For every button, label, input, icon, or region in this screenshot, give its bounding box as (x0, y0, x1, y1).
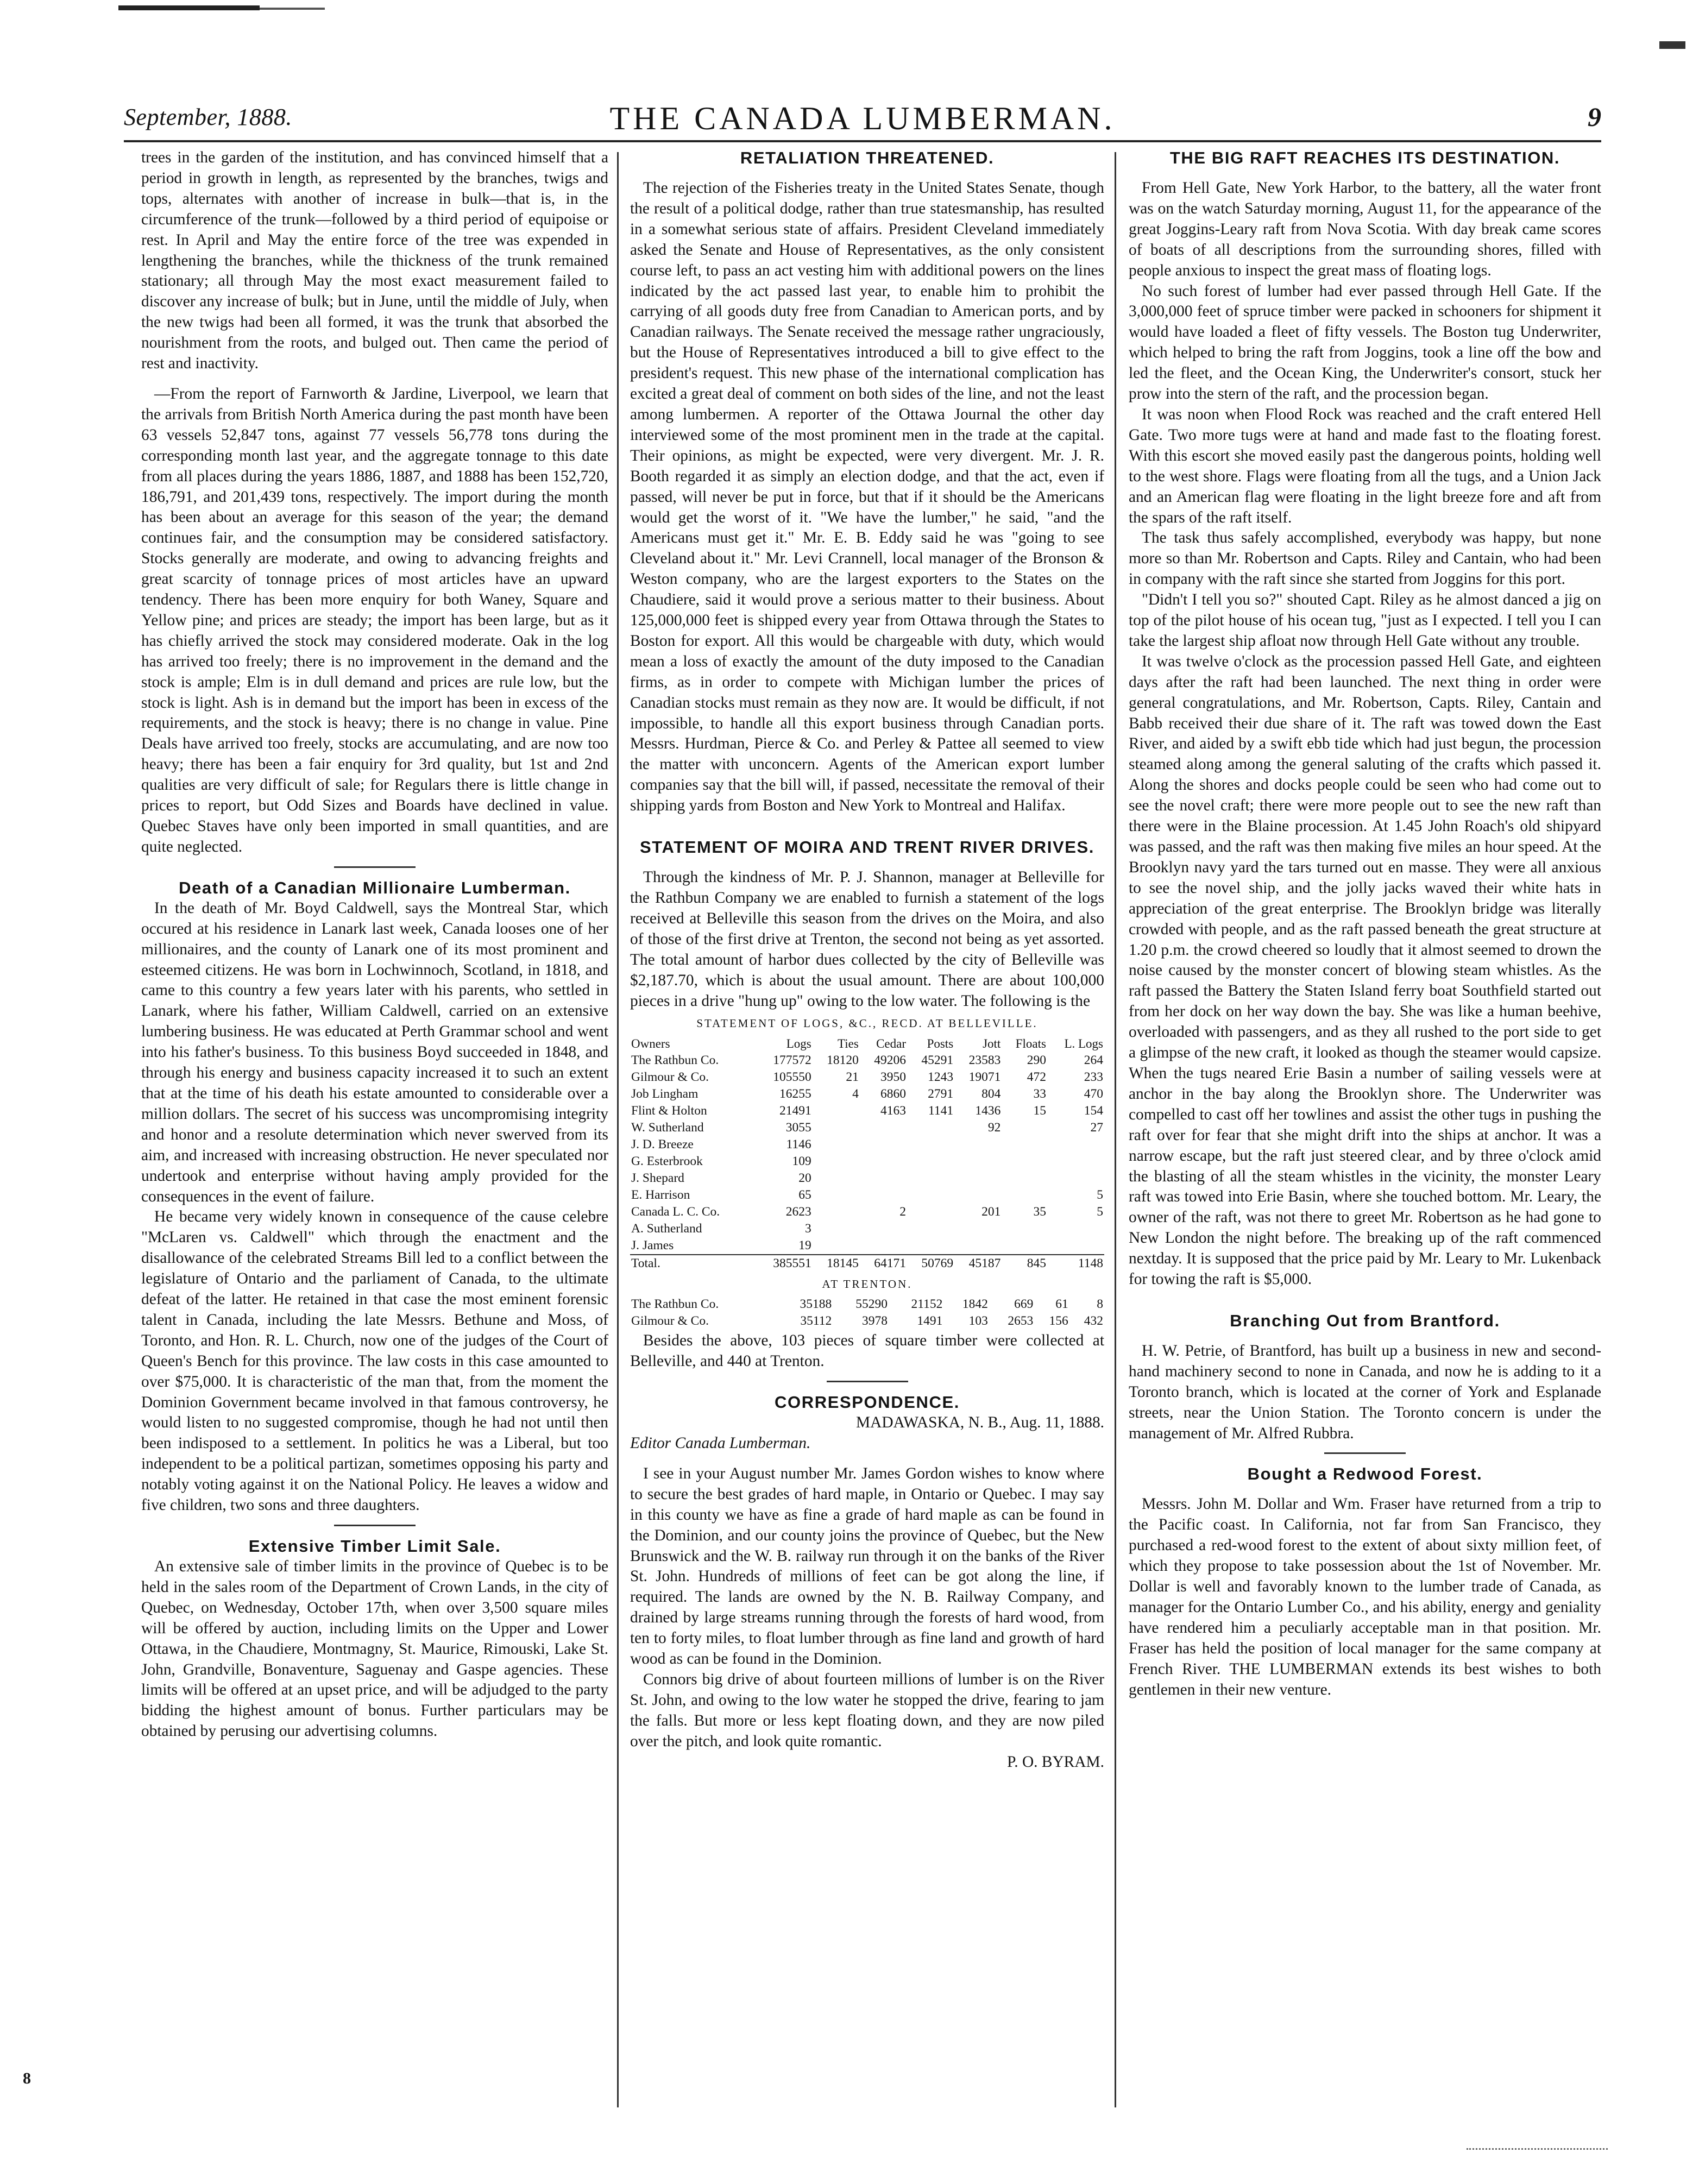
table-cell: 19 (798, 1238, 811, 1253)
table-caption: AT TRENTON. (822, 1277, 913, 1291)
table-cell (860, 1153, 907, 1170)
table-cell: 1436 (975, 1104, 1001, 1118)
table-cell: 2623 (785, 1205, 811, 1219)
table-cell: A. Sutherland (631, 1222, 702, 1236)
table-row (630, 1052, 1104, 1069)
section-rule (334, 1525, 416, 1526)
table-cell (1002, 1136, 1047, 1153)
article-paragraph: It was noon when Flood Rock was reached and the craft entered Hell Gate. Two more tugs were at hand and made fast to the floating forest. With this escort she moved easily past the dangerous points, holding well to the west shore. Flags were floating from all the tugs, and a Union Jack and an American flag were floating in the light breeze fore and aft from the spars of the raft itself. (1129, 405, 1601, 526)
table-cell: 804 (981, 1087, 1001, 1102)
table-header-cell: Posts (927, 1037, 954, 1051)
table-cell (1047, 1153, 1104, 1170)
table-row (630, 1069, 1104, 1086)
table-cell: G. Esterbrook (631, 1154, 703, 1169)
table-cell: 432 (1084, 1314, 1103, 1329)
table-header-cell: Owners (631, 1037, 670, 1051)
table-cell (907, 1119, 954, 1136)
table-cell: 64171 (860, 1255, 907, 1272)
table-cell (860, 1136, 907, 1153)
table-cell: 177572 (773, 1053, 811, 1068)
table-cell: J. Shepard (631, 1171, 684, 1186)
headline-big-raft: THE BIG RAFT REACHES ITS DESTINATION. (1169, 148, 1560, 167)
table-row (630, 1119, 1104, 1136)
table-cell: The Rathbun Co. (631, 1297, 719, 1312)
table-cell (907, 1204, 954, 1220)
table-cell: 290 (1027, 1053, 1046, 1068)
article-paragraph: Besides the above, 103 pieces of square timber were collected at Belleville, and 440 at Trenton. (630, 1332, 1104, 1370)
table-cell: 16255 (779, 1087, 811, 1102)
table-row (630, 1086, 1104, 1103)
table-cell (813, 1103, 860, 1119)
table-cell: 61 (1055, 1297, 1068, 1312)
table-cell: 156 (1049, 1314, 1068, 1329)
issue-date: September, 1888. (124, 104, 292, 130)
article-paragraph: The task thus safely accomplished, everybody was happy, but none more so than Mr. Robertson and Capts. Riley and Cantain, who had been in company with the raft since she started from Joggins for this port. (1129, 529, 1601, 588)
table-cell: 4163 (880, 1104, 906, 1118)
table-cell: 233 (1084, 1070, 1103, 1085)
page-number: 9 (1588, 102, 1601, 132)
table-row (630, 1204, 1104, 1220)
table-cell: 49206 (874, 1053, 906, 1068)
table-cell: 8 (1097, 1297, 1103, 1312)
signature: P. O. BYRAM. (1007, 1753, 1104, 1771)
table-row (630, 1153, 1104, 1170)
table-header-cell: Jott (983, 1037, 1001, 1051)
table-cell: 18145 (813, 1255, 860, 1272)
table-cell: 18120 (827, 1053, 859, 1068)
table-cell (907, 1136, 954, 1153)
table-header-cell: Ties (838, 1037, 859, 1051)
column-left (141, 148, 608, 2114)
table-cell (907, 1220, 954, 1237)
table-cell: 27 (1090, 1121, 1103, 1135)
table-cell (813, 1119, 860, 1136)
table-cell (954, 1187, 1002, 1204)
table-caption: STATEMENT OF LOGS, &C., RECD. AT BELLEVILLE. (696, 1017, 1038, 1030)
table-cell: 5 (1097, 1188, 1103, 1203)
table-cell (954, 1220, 1002, 1237)
table-cell (1047, 1136, 1104, 1153)
table-cell: 154 (1084, 1104, 1103, 1118)
table-cell: 4 (852, 1087, 859, 1102)
table-cell: 20 (798, 1171, 811, 1186)
table-cell (860, 1237, 907, 1255)
headline-retaliation: RETALIATION THREATENED. (740, 148, 995, 167)
table-row (630, 1220, 1104, 1237)
table-row (630, 1313, 1104, 1330)
table-cell: 1842 (962, 1297, 988, 1312)
table-cell (954, 1237, 1002, 1255)
table-cell (860, 1187, 907, 1204)
table-cell (813, 1187, 860, 1204)
article-paragraph: No such forest of lumber had ever passed through Hell Gate. If the 3,000,000 feet of spruce timber were packed in schooners for shipment it would have loaded a fleet of fifty vessels. The Boston tug Underwriter, which helped to bring the raft from Joggins, took a line off the bow and led the fleet, and the Ocean King, the Underwriter's consort, stuck her prow into the stern of the raft, and the procession began. (1129, 282, 1601, 403)
table-cell: Job Lingham (631, 1087, 699, 1102)
article-paragraph: From Hell Gate, New York Harbor, to the battery, all the water front was on the watch Saturday morning, August 11, for the appearance of the great Joggins-Leary raft from Nova Scotia. With day break came scores of boats of all descriptions from the surrounding shores, filled with people anxious to inspect the great mass of floating logs. (1129, 179, 1601, 279)
table-row (630, 1187, 1104, 1204)
table-row (630, 1170, 1104, 1187)
table-cell (1002, 1153, 1047, 1170)
table-cell: 2653 (1008, 1314, 1034, 1329)
table-cell: 3950 (880, 1070, 906, 1085)
scan-mark (1659, 41, 1685, 49)
table-cell: 109 (792, 1154, 811, 1169)
headline-millionaire: Death of a Canadian Millionaire Lumberman. (179, 878, 571, 897)
table-cell: 23583 (968, 1053, 1001, 1068)
table-cell: 3978 (862, 1314, 888, 1329)
table-cell: 2791 (928, 1087, 954, 1102)
dateline: MADAWASKA, N. B., Aug. 11, 1888. (855, 1414, 1104, 1432)
table-cell (1002, 1119, 1047, 1136)
table-header-cell: L. Logs (1064, 1037, 1103, 1051)
table-cell: 3 (804, 1222, 811, 1236)
table-cell: 35112 (800, 1314, 832, 1329)
masthead (124, 100, 1601, 139)
table-cell (907, 1187, 954, 1204)
table-cell (860, 1220, 907, 1237)
headline-moira-trent: STATEMENT OF MOIRA AND TRENT RIVER DRIVES. (639, 838, 1095, 857)
table-cell (954, 1153, 1002, 1170)
table-cell (907, 1237, 954, 1255)
table-cell (907, 1170, 954, 1187)
table-cell: Gilmour & Co. (631, 1070, 709, 1085)
table-cell (1002, 1170, 1047, 1187)
article-paragraph: H. W. Petrie, of Brantford, has built up a business in new and second-hand machinery second to none in Canada, and now he is adding to it a Toronto branch, which is located at the corner of York and Esplanade streets, near the Union Station. The Toronto concern is under the management of Mr. Alfred Rubbra. (1129, 1342, 1601, 1442)
table-cell: 1243 (928, 1070, 954, 1085)
table-cell: 21 (846, 1070, 859, 1085)
table-cell (813, 1204, 860, 1220)
table-cell: 385551 (756, 1255, 812, 1272)
table-cell: 3055 (785, 1121, 811, 1135)
table-header-cell: Cedar (876, 1037, 906, 1051)
table-cell (907, 1153, 954, 1170)
table-cell: E. Harrison (631, 1188, 690, 1203)
section-rule (334, 866, 416, 868)
table-cell (954, 1136, 1002, 1153)
table-cell: W. Sutherland (631, 1121, 704, 1135)
table-cell: 1141 (928, 1104, 954, 1118)
section-rule (1324, 1452, 1406, 1454)
table-cell: 33 (1033, 1087, 1046, 1102)
table-cell: 65 (798, 1188, 811, 1203)
table-cell (1002, 1237, 1047, 1255)
table-cell: 45291 (921, 1053, 954, 1068)
table-cell: 845 (1002, 1255, 1047, 1272)
table-row (630, 1237, 1104, 1255)
article-paragraph: Through the kindness of Mr. P. J. Shannon, manager at Belleville for the Rathbun Company we are enabled to furnish a statement of the logs received at Belleville this season from the drives on the Moira, and also of those of the first drive at Trenton, the second not being as yet assorted. The total amount of harbor dues collected by the city of Belleville was $2,187.70, which is about the usual amount. There are about 100,000 pieces in a drive "hung up" owing to the low water. The following is the (630, 868, 1104, 1010)
table-cell: Gilmour & Co. (631, 1314, 709, 1329)
article-paragraph: He became very widely known in consequence of the cause celebre "McLaren vs. Caldwell" which through the enactment and the disallowance of the celebrated Streams Bill led to a conflict between the legislature of Ontario and the parliament of Canada, to the ultimate defeat of the latter. He retained in that case the most eminent forensic talent in Canada, including the late Messrs. Bethune and Moss, of Toronto, and Hon. R. L. Church, now one of the judges of the Court of Queen's Bench for this province. The law costs in this case amounted to over $75,000. It is characteristic of the man that, from the moment the Dominion Government became involved in that famous controversy, he would listen to no suggested compromise, though he had not until then been indisposed to a settlement. In politics he was a Liberal, but too independent to be a political partizan, sometimes opposing his party and notably voting against it on the National Policy. He leaves a widow and five children, two sons and three daughters. (141, 1208, 608, 1514)
table-cell: 5 (1097, 1205, 1103, 1219)
table-cell (1002, 1187, 1047, 1204)
masthead-rule (124, 140, 1601, 142)
table-cell: 35 (1033, 1205, 1046, 1219)
headline-redwood: Bought a Redwood Forest. (1247, 1464, 1483, 1484)
table-cell (1047, 1170, 1104, 1187)
table-cell (1047, 1237, 1104, 1255)
table-row (630, 1255, 1104, 1272)
table-cell (813, 1220, 860, 1237)
table-cell: 1491 (917, 1314, 943, 1329)
table-cell: 1146 (786, 1137, 811, 1152)
column-divider (1115, 152, 1116, 2107)
scan-noise (1467, 2148, 1608, 2152)
table-cell: 92 (987, 1121, 1001, 1135)
article-paragraph: It was twelve o'clock as the procession passed Hell Gate, and eighteen days after the raft had been launched. The next thing in order were general congratulations, and Mr. Robertson, Capts. Riley, Cantain and Babb received their due share of it. The raft was towed down the East River, and aided by a swift ebb tide which had just begun, the procession steamed along among the general saluting of the crafts which passed it. Along the shores and docks people could be seen who had come out to see the novel craft; there were more people out to see the new raft than there were in the Blaine procession. At 1.45 John Roach's old shipyard was passed, and the raft was then making five miles an hour speed. At the Brooklyn navy yard the tars turned out en masse. They were all anxious to see the novel ship, and the jolly jacks waved their white hats in appreciation of the great enterprise. The Brooklyn bridge was literally crowded with people, and as the raft passed beneath the great structure at 1.20 p.m. the crowd cheered so loudly that it almost seemed to drown the noise caused by the monster concert of blowing steam whistles. As the raft passed the Battery the Staten Island ferry boat Southfield started out from her dock on her way down the bay. She was like a human beehive, overloaded with passengers, and as they all rushed to the port side to get a glimpse of the new craft, it looked as though the steamer would capsize. When the tugs neared Erie Basin a number of sailing vessels were at anchor in the bay along the Brooklyn shore. The Underwriter was compelled to cast off her towlines and assist the other tugs in pushing the raft over for fear that she might drift into the ships at anchor. It was a narrow escape, but the raft just steered clear, and by three o'clock amid the blasting of all the steam whistles in the vicinity, the monster Leary raft was towed into Erie Basin, where she touched bottom. Mr. Leary, the owner of the raft, was not there to greet Mr. Robertson as he had gone to New London the night before. The breaking up of the raft commenced nextday. It is supposed that the price paid by Mr. Leary to Mr. Lukenback for towing the raft is $5,000. (1129, 652, 1601, 1288)
article-paragraph: "Didn't I tell you so?" shouted Capt. Riley as he almost danced a jig on top of the pilot house of his ocean tug, "just as I expected. I tell you I can take the largest ship afloat now through Hell Gate without any trouble. (1129, 591, 1601, 650)
article-paragraph: Messrs. John M. Dollar and Wm. Fraser have returned from a trip to the Pacific coast. In California, not far from San Francisco, they purchased a red-wood forest to the extent of about sixty million feet, of which they propose to take possession about the 1st of November. Mr. Dollar is well and favorably known to the lumber trade of Canada, as manager for the Ontario Lumber Co., and his ability, energy and geniality have rendered him a peculiarly acceptable man in that position. Mr. Fraser has held the position of local manager for the same company at French River. THE LUMBERMAN extends its best wishes to both gentlemen in their new venture. (1129, 1495, 1601, 1698)
table-cell: 472 (1027, 1070, 1046, 1085)
article-paragraph: —From the report of Farnworth & Jardine, Liverpool, we learn that the arrivals from British North America during the past month have been 63 vessels 52,847 tons, against 77 vessels 56,778 tons during the corresponding month last year, and the aggregate tonnage to this date from all places during the years 1886, 1887, and 1888 has been 152,720, 186,791, and 201,439 tons, respectively. The import during the month has been about an average for this season of the year; the demand continues fair, and the consumption may be considered satisfactory. Stocks generally are moderate, and owing to advancing freights and great scarcity of tonnage prices of most articles have an upward tendency. There has been more enquiry for both Waney, Square and Yellow pine; and prices are steady; the import has been large, but as it has chiefly arrived the stock may considered moderate. Oak in the log has arrived too freely; there is no improvement in the demand and the stock is ample; Elm is in dull demand and prices are rule low, but the stock is light. Ash is in demand but the import has been in excess of the requirements, and the stock is heavy; there is no change in value. Pine Deals have arrived too freely, stocks are accumulating, and are now too heavy; there has been a fair enquiry for 3rd quality, but 1st and 2nd qualities are very difficult of sale; for Regulars there is little change in prices to report, but Odd Sizes and Boards have declined in value. Quebec Staves have only been imported in small quantities, and are quite neglected. (141, 385, 608, 855)
table-cell (813, 1136, 860, 1153)
table-cell: J. D. Breeze (631, 1137, 694, 1152)
table-cell: Canada L. C. Co. (631, 1205, 720, 1219)
page-edge-mark (260, 8, 325, 10)
table-cell (813, 1170, 860, 1187)
table-cell: 470 (1084, 1087, 1103, 1102)
table-cell (860, 1170, 907, 1187)
salutation: Editor Canada Lumberman. (630, 1434, 811, 1452)
table-cell (1047, 1220, 1104, 1237)
table-cell: 1148 (1047, 1255, 1104, 1272)
table-cell: 50769 (907, 1255, 954, 1272)
table-cell: 35188 (800, 1297, 832, 1312)
table-cell: 21491 (779, 1104, 811, 1118)
article-paragraph: In the death of Mr. Boyd Caldwell, says the Montreal Star, which occured at his residence in Lanark last week, Canada looses one of her millionaires, and the county of Lanark one of its most prominent and esteemed citizens. He was born in Lochwinnoch, Scotland, in 1818, and came to this country a few years later with his parents, who settled in Lanark, where his father, William Caldwell, carried on an extensive lumbering business. He was educated at Perth Grammar school and went into his father's business. To this business Boyd succeeded in 1848, and through his energy and business capacity increased it to such an extent that at the time of his death his estate amounted to considerable over a million dollars. The secret of his success was uncompromising integrity and honor and a resolute determination which never swerved from its aim, and increased with increasing obstruction. He never speculated nor undertook and enterprise without having amply provided for the consequences in the event of failure. (141, 899, 608, 1205)
table-cell: 669 (1014, 1297, 1034, 1312)
page-edge-mark (118, 5, 260, 10)
table-cell (860, 1119, 907, 1136)
table-cell: 105550 (773, 1070, 811, 1085)
table-header-cell: Logs (786, 1037, 811, 1051)
table-cell: The Rathbun Co. (631, 1053, 719, 1068)
table-cell: J. James (631, 1238, 674, 1253)
table-cell: 6860 (880, 1087, 906, 1102)
headline-timber-sale: Extensive Timber Limit Sale. (248, 1537, 501, 1556)
column-divider (617, 152, 619, 2107)
column-right (1129, 148, 1601, 2114)
table-cell: 264 (1084, 1053, 1103, 1068)
article-paragraph: I see in your August number Mr. James Gordon wishes to know where to secure the best grades of hard maple, in Ontario or Quebec. I may say in this county we have as fine a grade of hard maple as can be found in the Dominion, and our county joins the province of Quebec, but the New Brunswick and the W. B. railway run through it on the banks of the River St. John. Hundreds of millions of feet can be got along the line, if required. The lands are owned by the N. B. Railway Company, and drained by large streams running through the forests of hard wood, from ten to forty miles, to float lumber through as fine land and growth of hard wood as can be found in the Dominion. (630, 1464, 1104, 1668)
table-row (630, 1296, 1104, 1313)
article-paragraph: An extensive sale of timber limits in the province of Quebec is to be held in the sales room of the Department of Crown Lands, in the city of Quebec, on Wednesday, October 17th, when over 3,500 square miles will be offered by auction, including limits on the Upper and Lower Ottawa, in the Chaudiere, Montmagny, St. Maurice, Rimouski, Lake St. John, Grandville, Bonaventure, Saguenay and Gaspe agencies. These limits will be offered at an upset price, and will be adjudged to the party bidding the highest amount of bonus. Further particulars may be obtained by perusing our advertising columns. (141, 1558, 608, 1740)
table-cell: 15 (1033, 1104, 1046, 1118)
publication-title: THE CANADA LUMBERMAN. (609, 100, 1116, 136)
table-cell (813, 1237, 860, 1255)
table-cell: 201 (981, 1205, 1001, 1219)
table-row (630, 1103, 1104, 1119)
table-cell: 45187 (954, 1255, 1002, 1272)
article-paragraph: Connors big drive of about fourteen millions of lumber is on the River St. John, and owing to the low water he stopped the drive, fearing to jam the falls. But more or less kept floating down, and they are now piled over the pitch, and look quite romantic. (630, 1670, 1104, 1750)
article-paragraph: trees in the garden of the institution, and has convinced himself that a period in growth in length, as represented by the branches, twigs and tops, alternates with another of increase in bulk—that is, in the circumference of the trunk—followed by a third period of equipoise or rest. In April and May the entire force of the tree was expended in lengthening the branches, while the thickness of the trunk remained stationary; all through May the most exact measurement failed to discover any increase of bulk; but in June, until the middle of July, when the new twigs had been all formed, it was the trunk that absorbed the nourishment from the roots, and bulged out. Then came the period of rest and inactivity. (141, 149, 608, 373)
table-cell (1002, 1220, 1047, 1237)
headline-brantford: Branching Out from Brantford. (1230, 1311, 1500, 1330)
table-row (630, 1136, 1104, 1153)
column-middle (630, 148, 1104, 2114)
table-cell (954, 1170, 1002, 1187)
table-cell: Flint & Holton (631, 1104, 707, 1118)
article-paragraph: The rejection of the Fisheries treaty in the United States Senate, though the result of a political dodge, rather than true statesmanship, has resulted in a somewhat serious state of affairs. President Cleveland immediately asked the Senate and House of Representatives, as the only consistent course left, to pass an act vesting him with additional powers on the lines indicated by the act passed last year, to enable him to prohibit the carrying of all goods duty free from Canadian to American ports, and by Canadian railways. The Senate received the message rather ungraciously, but the House of Representatives introduced a bill to give effect to the president's request. This new phase of the international complication has excited a great deal of comment on both sides of the line, and not the least among lumbermen. A reporter of the Ottawa Journal the other day interviewed some of the most prominent men in the trade at the capital. Their opinions, as might be expected, were very divergent. Mr. J. R. Booth regarded it as simply an election dodge, and that the act, even if passed, will never be put in force, but that if it should be the Americans would get the worst of it. "We have the lumber," he said, "and the Americans must get it." Mr. E. B. Eddy said he was "going to see Cleveland about it." Mr. Levi Crannell, local manager of the Bronson & Weston company, who are the largest exporters to the States on the Chaudiere, said it would prove a serious matter to their business. About 125,000,000 feet is shipped every year from Ottawa through the States to Boston for export. All this would be chargeable with duty, which would mean a loss of exactly the amount of the duty imposed to the Canadian firms, as in order to compete with Michigan lumber the prices of Canadian stocks must remain as they now are. It would be difficult, if not impossible, to handle all this export business through Canadian ports. Messrs. Hurdman, Pierce & Co. and Perley & Pattee all seemed to view the matter with unconcern. Agents of the American export lumber companies say that the bill will, if passed, necessitate the removal of their shipping yards from Boston and New York to Montreal and Halifax. (630, 179, 1104, 815)
table-cell: 19071 (968, 1070, 1001, 1085)
margin-mark: 8 (23, 2069, 31, 2087)
headline-correspondence: CORRESPONDENCE. (775, 1393, 960, 1412)
table-cell: 103 (968, 1314, 988, 1329)
table-cell (813, 1153, 860, 1170)
section-rule (827, 1381, 908, 1382)
trenton-table (630, 1296, 1104, 1330)
table-cell: 55290 (855, 1297, 888, 1312)
table-cell: 21152 (911, 1297, 943, 1312)
logs-table (630, 1035, 1104, 1272)
table-cell: 2 (899, 1205, 906, 1219)
table-cell: Total. (630, 1255, 756, 1272)
table-header-cell: Floats (1015, 1037, 1046, 1051)
